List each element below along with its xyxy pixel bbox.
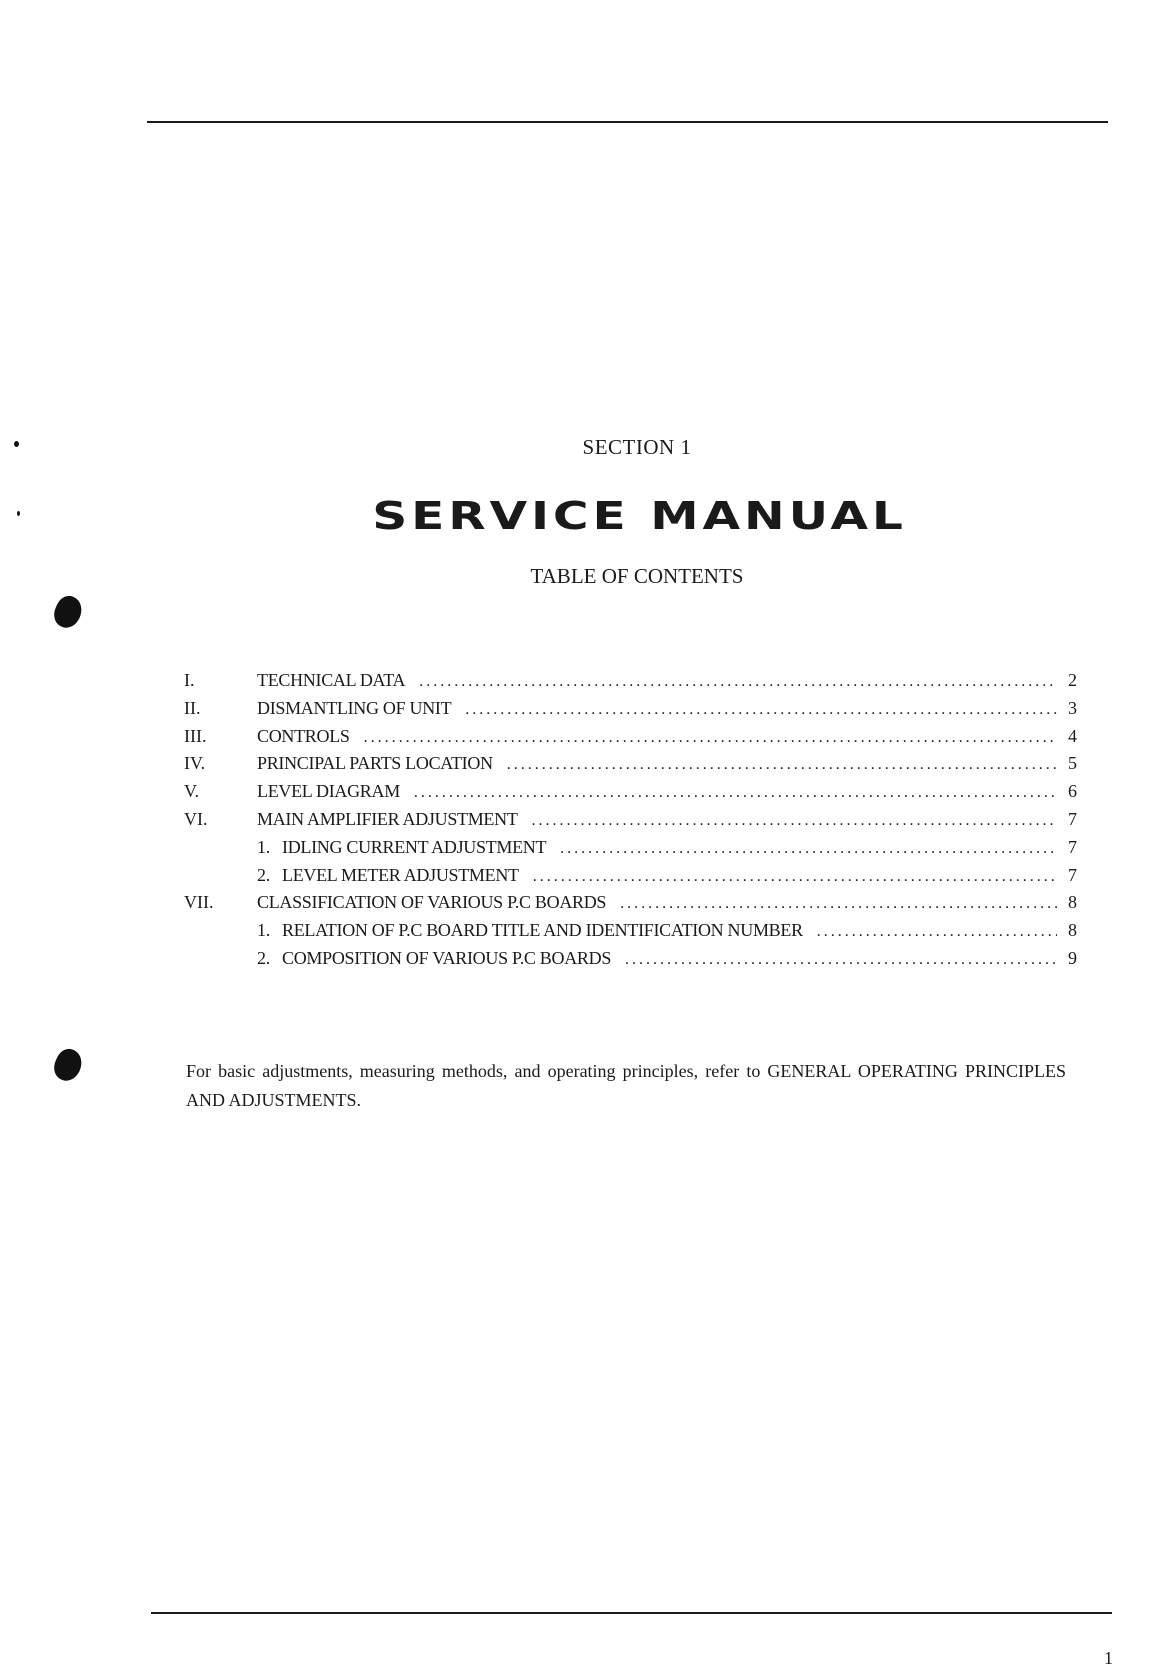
toc-entry[interactable]	[184, 781, 1077, 809]
dot-leader	[364, 729, 1057, 747]
page-number: 1	[1104, 1648, 1113, 1668]
toc-subentry[interactable]	[184, 948, 1077, 976]
toc-subentry-number: 1.	[257, 836, 270, 857]
dot-leader	[414, 784, 1057, 802]
toc-subentry-number: 2.	[257, 947, 270, 968]
toc-entry-page: 4	[1068, 725, 1077, 746]
dot-leader	[560, 840, 1057, 858]
toc-entry-number: II.	[184, 697, 201, 718]
dot-leader	[419, 673, 1057, 691]
top-rule	[147, 121, 1108, 123]
toc-subentry-title	[257, 948, 611, 969]
punch-hole-mark	[49, 1045, 86, 1085]
toc-subentry[interactable]	[184, 865, 1077, 893]
table-of-contents	[184, 670, 1077, 976]
toc-entry-title: DISMANTLING OF UNIT	[257, 697, 452, 718]
toc-entry-page: 7	[1068, 836, 1077, 857]
toc-entry-page: 7	[1068, 808, 1077, 829]
toc-entry-number: I.	[184, 670, 195, 690]
toc-subentry-title	[257, 920, 803, 941]
toc-entry[interactable]	[184, 753, 1077, 781]
toc-subentry-label: COMPOSITION OF VARIOUS P.C BOARDS	[282, 947, 612, 968]
toc-entry[interactable]	[184, 698, 1077, 726]
toc-subentry[interactable]	[184, 837, 1077, 865]
dot-leader	[533, 868, 1057, 886]
toc-subentry-title	[257, 837, 546, 858]
toc-entry-number: VII.	[184, 892, 214, 913]
toc-entry-title: PRINCIPAL PARTS LOCATION	[257, 753, 493, 774]
toc-entry-page: 7	[1068, 864, 1077, 885]
toc-entry[interactable]	[184, 726, 1077, 754]
toc-entry-title: TECHNICAL DATA	[257, 670, 406, 690]
toc-subentry-title	[257, 865, 519, 886]
reference-note: For basic adjustments, measuring methods, and operating principles, refer to GENERAL OPERATING PRINCIPLES AND ADJUSTMENTS.	[186, 1061, 1066, 1110]
dot-leader	[620, 895, 1057, 913]
toc-subentry-label: LEVEL METER ADJUSTMENT	[282, 864, 519, 885]
toc-entry-title: MAIN AMPLIFIER ADJUSTMENT	[257, 808, 518, 829]
toc-heading: TABLE OF CONTENTS	[530, 564, 744, 588]
toc-subentry-number: 1.	[257, 920, 270, 941]
dot-leader	[532, 812, 1057, 830]
toc-entry-page: 5	[1068, 753, 1077, 774]
bottom-rule	[151, 1612, 1112, 1614]
punch-hole-mark	[49, 592, 86, 632]
toc-entry-page: 2	[1068, 670, 1077, 690]
toc-entry-title: CONTROLS	[257, 725, 350, 746]
toc-entry[interactable]	[184, 892, 1077, 920]
toc-entry-page: 9	[1068, 947, 1077, 968]
page-title: SERVICE MANUAL	[372, 494, 907, 538]
toc-subentry-number: 2.	[257, 864, 270, 885]
toc-entry-number: VI.	[184, 808, 208, 829]
section-label: SECTION 1	[582, 435, 692, 459]
toc-entry[interactable]	[184, 670, 1077, 698]
toc-entry-page: 6	[1068, 781, 1077, 802]
toc-subentry-label: IDLING CURRENT ADJUSTMENT	[282, 836, 547, 857]
toc-entry-page: 8	[1068, 892, 1077, 913]
dot-leader	[625, 951, 1057, 969]
toc-subentry-label: RELATION OF P.C BOARD TITLE AND IDENTIFICATION NUMBER	[282, 920, 803, 941]
toc-entry-page: 8	[1068, 920, 1077, 941]
toc-entry-number: IV.	[184, 753, 206, 774]
dot-leader	[817, 923, 1057, 941]
dot-leader	[507, 756, 1057, 774]
toc-entry-number: V.	[184, 781, 200, 802]
toc-entry-number: III.	[184, 725, 207, 746]
dot-leader	[465, 701, 1057, 719]
toc-entry-title: CLASSIFICATION OF VARIOUS P.C BOARDS	[257, 892, 607, 913]
toc-subentry[interactable]	[184, 920, 1077, 948]
toc-entry-title: LEVEL DIAGRAM	[257, 781, 400, 802]
toc-entry-page: 3	[1068, 697, 1077, 718]
toc-entry[interactable]	[184, 809, 1077, 837]
